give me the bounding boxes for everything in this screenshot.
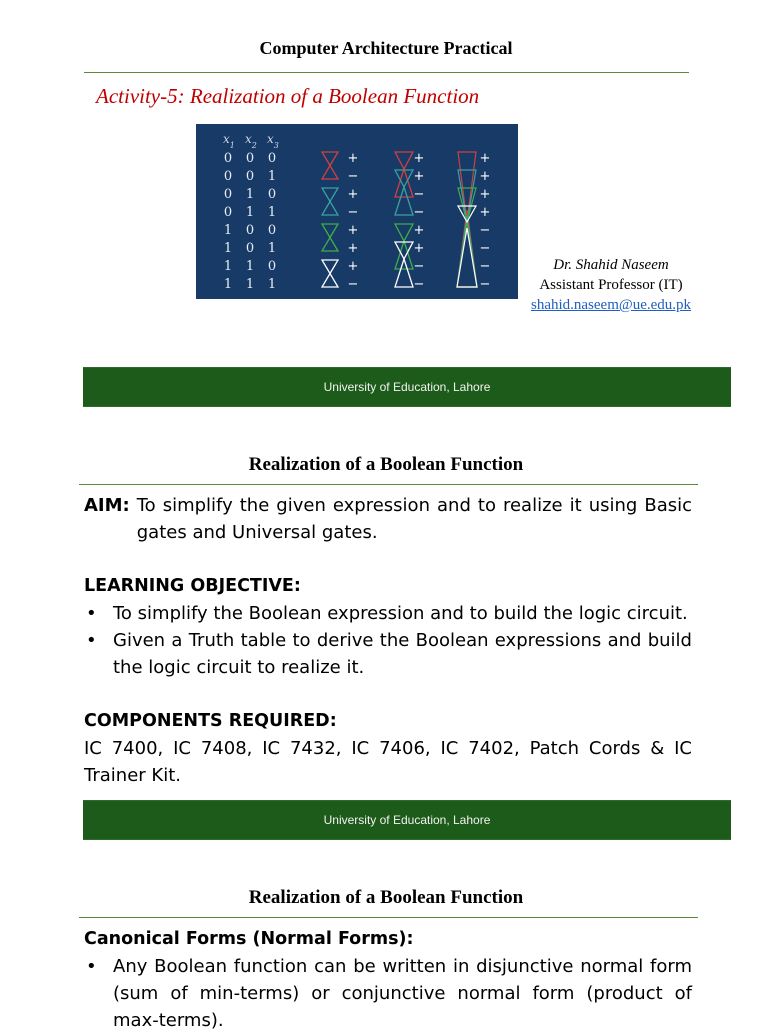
hourglass-glyph: [322, 224, 338, 251]
sign-label: +: [413, 241, 425, 256]
truth-table-cell: 0: [223, 187, 233, 202]
truth-table-cell: 1: [223, 241, 233, 256]
triangle-up-glyph: [457, 222, 477, 287]
sign-label: −: [413, 205, 425, 220]
section-title: Realization of a Boolean Function: [248, 454, 524, 475]
sign-label: −: [479, 259, 491, 274]
section-divider: [79, 917, 698, 918]
truth-table-cell: 1: [267, 205, 277, 220]
list-item: • To simplify the Boolean expression and to build the logic circuit.: [84, 600, 692, 627]
list-item: • Given a Truth table to derive the Boolean expressions and build the logic circuit to realize it.: [84, 627, 692, 681]
triangle-down-glyph: [395, 152, 413, 169]
triangle-up-glyph: [457, 228, 477, 287]
truth-table-cell: 1: [223, 223, 233, 238]
truth-table-cell: 0: [245, 223, 255, 238]
sign-label: −: [479, 223, 491, 238]
sign-label: +: [347, 151, 359, 166]
figure-header: $x_2$: [245, 132, 257, 150]
sign-label: −: [413, 187, 425, 202]
canonical-list: [84, 953, 692, 1034]
truth-table-cell: 0: [245, 169, 255, 184]
author-title: Assistant Professor (IT): [539, 277, 683, 293]
objective-list: [84, 600, 692, 681]
truth-table-cell: 1: [245, 187, 255, 202]
hourglass-glyph: [322, 188, 338, 215]
truth-table-cell: 1: [223, 259, 233, 274]
triangle-up-glyph: [395, 259, 413, 287]
sign-label: +: [347, 259, 359, 274]
sign-label: +: [347, 223, 359, 238]
sign-label: −: [413, 277, 425, 292]
learning-objective-heading: LEARNING OBJECTIVE:: [84, 576, 301, 596]
truth-table-cell: 0: [245, 241, 255, 256]
footer-banner: University of Education, Lahore: [83, 367, 731, 407]
truth-table-cell: 0: [267, 151, 277, 166]
truth-table-cell: 0: [223, 169, 233, 184]
triangle-down-glyph: [395, 170, 413, 187]
sign-label: +: [347, 241, 359, 256]
hourglass-glyph: [322, 152, 338, 179]
truth-table-cell: 0: [267, 259, 277, 274]
truth-table-cell: 0: [223, 205, 233, 220]
sign-label: +: [347, 187, 359, 202]
canonical-forms-heading: Canonical Forms (Normal Forms):: [84, 929, 414, 949]
truth-table-cell: 1: [223, 277, 233, 292]
list-item: • Any Boolean function can be written in disjunctive normal form (sum of min-terms) or conjunctive normal form (product of max-terms).: [84, 953, 692, 1034]
author-block: [520, 255, 702, 315]
components-heading: COMPONENTS REQUIRED:: [84, 711, 337, 731]
figure-header: $x_3$: [267, 132, 279, 150]
sign-label: −: [347, 205, 359, 220]
triangle-up-glyph: [395, 187, 413, 215]
sign-label: −: [347, 169, 359, 184]
aim-row: [84, 492, 692, 546]
sign-label: −: [413, 259, 425, 274]
triangle-down-glyph: [395, 242, 413, 259]
triangle-down-glyph: [395, 224, 413, 241]
truth-table-cell: 1: [245, 205, 255, 220]
truth-table-cell: 1: [267, 277, 277, 292]
author-name: Dr. Shahid Naseem: [553, 257, 669, 273]
truth-table-cell: 1: [267, 241, 277, 256]
sign-label: +: [413, 169, 425, 184]
triangle-up-glyph: [457, 216, 477, 287]
aim-text: To simplify the given expression and to realize it using Basic gates and Universal gates.: [136, 495, 692, 543]
truth-table-cell: 0: [267, 223, 277, 238]
truth-table-cell: 1: [245, 259, 255, 274]
sign-label: −: [347, 277, 359, 292]
slide-body: [84, 492, 692, 789]
figure-header: $x_1$: [223, 132, 235, 150]
truth-table-cell: 0: [223, 151, 233, 166]
author-email-link[interactable]: shahid.naseem@ue.edu.pk: [530, 297, 692, 313]
aim-label: AIM:: [84, 495, 130, 516]
triangle-up-glyph: [395, 241, 413, 269]
components-text: IC 7400, IC 7408, IC 7432, IC 7406, IC 7402, Patch Cords & IC Trainer Kit.: [84, 738, 692, 786]
boolean-figure: [196, 124, 518, 299]
sign-label: −: [479, 241, 491, 256]
truth-table-cell: 1: [245, 277, 255, 292]
slide-body: [84, 926, 692, 1034]
activity-title: Activity-5: Realization of a Boolean Function: [96, 84, 480, 108]
sign-label: +: [479, 169, 491, 184]
truth-table-cell: 0: [267, 187, 277, 202]
truth-table-graphic: [196, 124, 518, 299]
hourglass-glyph: [322, 260, 338, 287]
footer-banner: University of Education, Lahore: [83, 800, 731, 840]
sign-label: +: [479, 187, 491, 202]
sign-label: −: [479, 277, 491, 292]
header-divider: [84, 72, 689, 73]
section-divider: [79, 484, 698, 485]
sign-label: +: [479, 205, 491, 220]
section-title: Realization of a Boolean Function: [248, 887, 524, 908]
truth-table-cell: 0: [245, 151, 255, 166]
sign-label: +: [413, 151, 425, 166]
triangle-up-glyph: [395, 169, 413, 197]
sign-label: +: [413, 223, 425, 238]
header-title: Computer Architecture Practical: [259, 38, 513, 58]
sign-label: +: [479, 151, 491, 166]
truth-table-cell: 1: [267, 169, 277, 184]
